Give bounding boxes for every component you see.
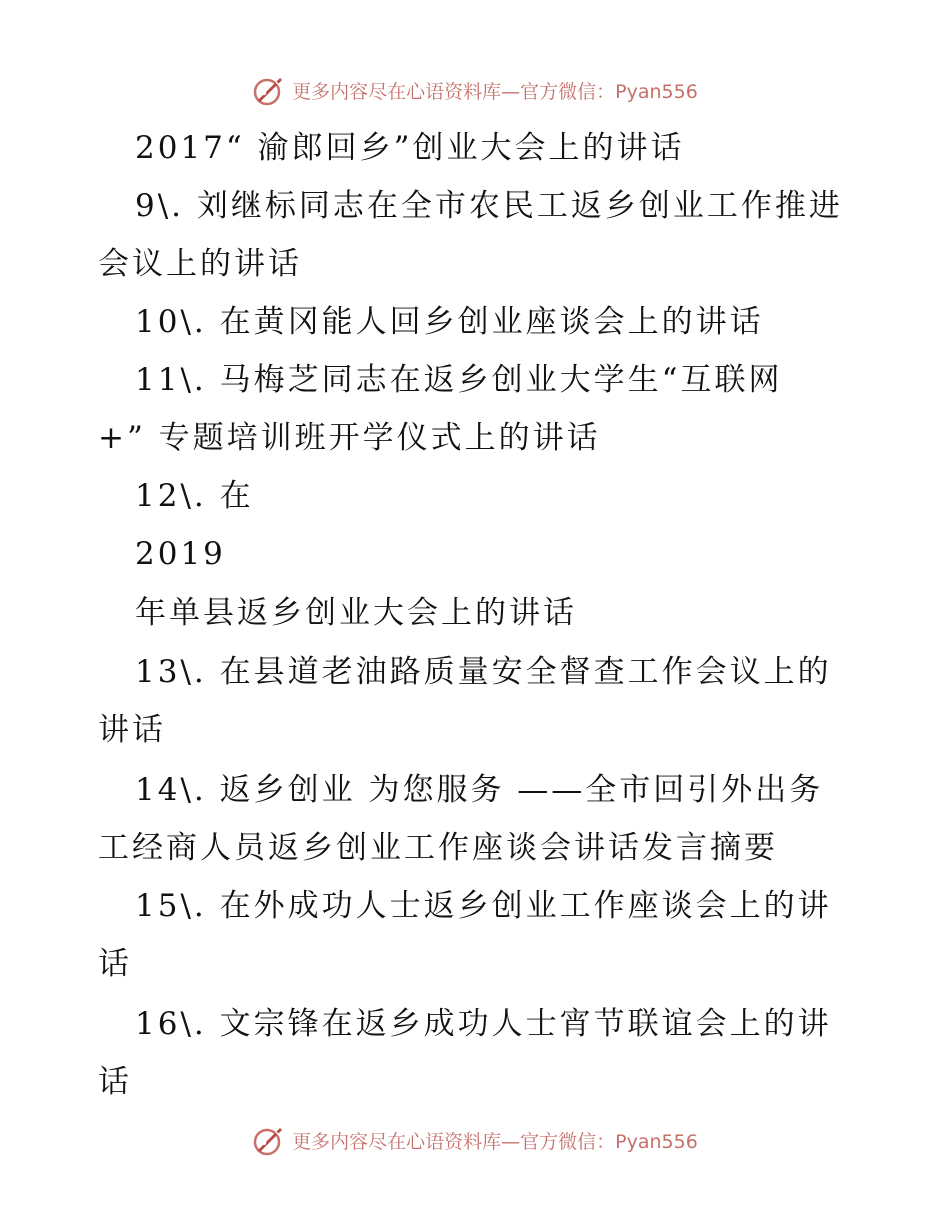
text-line: 13\. 在县道老油路质量安全督查工作会议上的 [135,654,832,690]
text-line: +” 专题培训班开学仪式上的讲话 [98,420,601,456]
text-line: 话 [98,1064,132,1100]
text-line: 15\. 在外成功人士返乡创业工作座谈会上的讲 [135,888,832,924]
text-line: 年单县返乡创业大会上的讲话 [135,595,577,631]
text-line: 2017“ 渝郎回乡”创业大会上的讲话 [135,130,685,166]
header-banner-text: 更多内容尽在心语资料库—官方微信：Pyan556 [292,80,698,103]
footer-banner-inner [252,1122,698,1158]
pen-logo-icon [252,1123,286,1157]
text-line: 12\. 在 [135,478,254,514]
text-line: 2019 [135,536,226,572]
text-line: 工经商人员返乡创业工作座谈会讲话发言摘要 [98,830,778,866]
text-line: 话 [98,946,132,982]
text-line: 讲话 [98,712,166,748]
text-line: 9\. 刘继标同志在全市农民工返乡创业工作推进 [135,188,843,224]
text-line: 11\. 马梅芝同志在返乡创业大学生“互联网 [135,362,783,398]
footer-banner-text: 更多内容尽在心语资料库—官方微信：Pyan556 [292,1130,698,1153]
text-line: 16\. 文宗锋在返乡成功人士宵节联谊会上的讲 [135,1006,832,1042]
text-line: 14\. 返乡创业 为您服务 ——全市回引外出务 [135,772,824,808]
text-line: 会议上的讲话 [98,246,302,282]
footer-banner [0,1118,950,1162]
text-line: 10\. 在黄冈能人回乡创业座谈会上的讲话 [135,304,764,340]
